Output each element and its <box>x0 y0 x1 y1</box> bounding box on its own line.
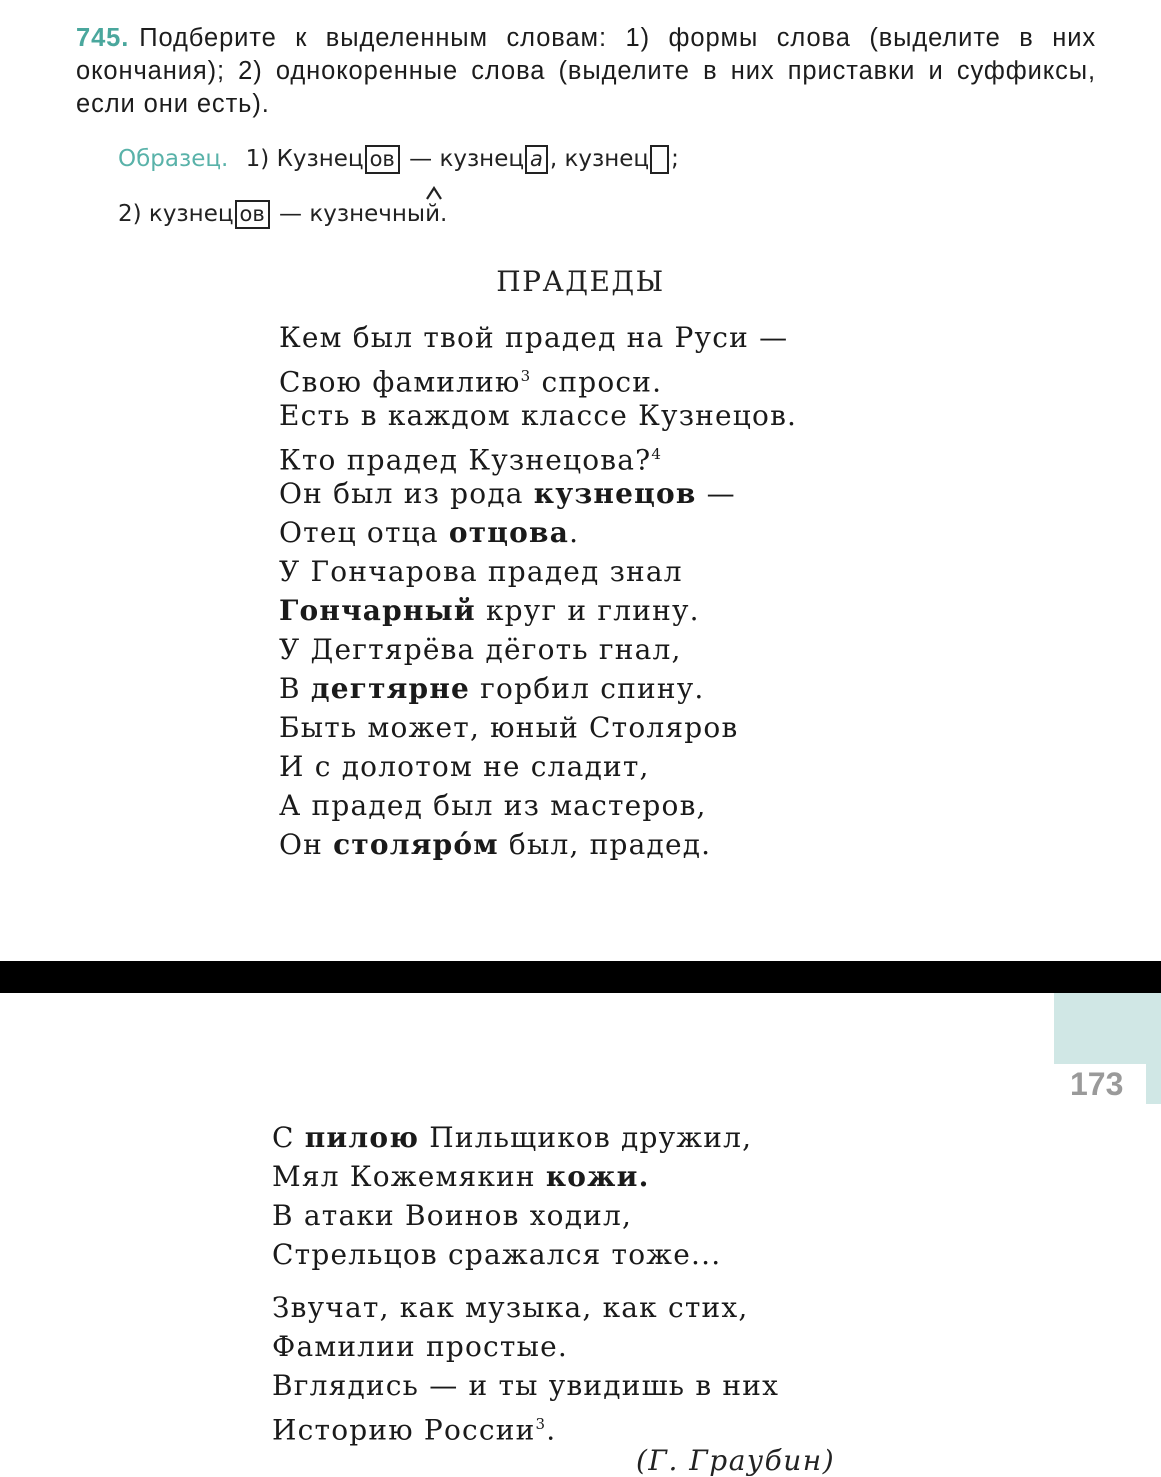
poem-line: В атаки Воинов ходил, <box>272 1199 633 1232</box>
poem-line: Быть может, юный Столяров <box>279 711 739 744</box>
poem-line: И с долотом не сладит, <box>279 750 650 783</box>
highlighted-word: кожи. <box>545 1160 650 1193</box>
poem-line: У Дегтярёва дёготь гнал, <box>279 633 682 666</box>
sample-line-1 <box>118 145 679 174</box>
text: Он <box>279 828 334 861</box>
dash: — <box>409 146 433 172</box>
text: Кто прадед Кузнецова? <box>279 443 652 477</box>
poem-line: Стрельцов сражался тоже... <box>272 1238 722 1271</box>
sample-word-stem: кузнец <box>564 146 650 172</box>
ending-box: ов <box>235 200 270 229</box>
text: спроси. <box>531 365 663 399</box>
footnote-ref: 4 <box>651 445 663 463</box>
text: С <box>272 1121 305 1154</box>
poem-line <box>279 513 797 552</box>
text: горбил спину. <box>470 672 705 705</box>
highlighted-word: Гончарный <box>279 594 476 627</box>
dash: — <box>279 201 303 227</box>
poem-line: Фамилии простые. <box>272 1330 568 1363</box>
sample-item-number: 2) <box>118 201 142 227</box>
highlighted-word: пилою <box>304 1121 420 1154</box>
sample-word-stem: кузнец <box>148 201 234 227</box>
comma: , <box>549 146 558 172</box>
poem-line <box>272 1405 779 1447</box>
zero-ending-box <box>650 145 669 174</box>
page-tab <box>1054 993 1161 1064</box>
sample-label: Образец. <box>118 146 229 172</box>
poem-stanza <box>279 318 797 864</box>
highlighted-word: кузнецов <box>533 477 697 510</box>
text: . <box>569 516 580 549</box>
semicolon: ; <box>671 146 679 172</box>
poem-line: Звучат, как музыка, как стих, <box>272 1291 749 1324</box>
ending-box: а <box>525 145 548 174</box>
sample-item-number: 1) <box>245 146 270 172</box>
highlighted-word: дегтярне <box>310 672 471 705</box>
footnote-ref: 3 <box>535 1415 547 1433</box>
highlighted-word: отцова <box>448 516 570 549</box>
poem-author: (Г. Граубин) <box>636 1444 836 1477</box>
sample-word: кузнечный. <box>309 201 448 227</box>
poem-line <box>279 825 797 864</box>
exercise-instruction: Подберите к выделенным словам: 1) формы слова (выделите в них окончания); 2) однокоренные слова (выделите в них приставки и суффиксы, если они есть). <box>76 24 1096 118</box>
poem-line <box>279 591 797 630</box>
poem-line: А прадед был из мастеров, <box>279 789 707 822</box>
poem-stanza <box>272 1288 780 1447</box>
exercise-number: 745. <box>76 24 130 52</box>
page-number: 173 <box>1070 1066 1124 1102</box>
text: был, прадед. <box>498 828 712 861</box>
poem-line <box>279 474 797 513</box>
text: круг и глину. <box>475 594 700 627</box>
text: Свою фамилию <box>279 365 521 399</box>
text: Мял Кожемякин <box>272 1160 546 1193</box>
sample-word-stem: кузнец <box>439 146 525 172</box>
poem-line: У Гончарова прадед знал <box>279 555 683 588</box>
sample-line-2 <box>118 200 447 229</box>
poem-line <box>279 435 797 477</box>
exercise-text <box>76 22 1096 121</box>
page-tab-strip <box>1146 1064 1161 1104</box>
ending-box: ов <box>365 145 400 174</box>
suffix-mark-icon <box>424 186 444 200</box>
text: . <box>546 1413 557 1447</box>
poem-line <box>272 1157 752 1196</box>
poem-line: Кем был твой прадед на Руси — <box>279 321 789 354</box>
poem-line <box>272 1118 752 1157</box>
page-separator <box>0 961 1161 993</box>
poem-stanza <box>272 1118 752 1274</box>
text: Он был из рода <box>279 477 534 510</box>
text: Отец отца <box>279 516 449 549</box>
footnote-ref: 3 <box>520 367 532 385</box>
poem-line <box>279 357 797 399</box>
poem-line <box>279 669 797 708</box>
text: — <box>696 477 736 510</box>
text: В <box>279 672 311 705</box>
poem-title: ПРАДЕДЫ <box>496 265 665 298</box>
text: Историю России <box>272 1413 536 1447</box>
poem-line: Вглядись — и ты увидишь в них <box>272 1369 780 1402</box>
highlighted-word: столяро́м <box>333 828 499 861</box>
poem-line: Есть в каждом классе Кузнецов. <box>279 399 798 432</box>
text: Пильщиков дружил, <box>419 1121 753 1154</box>
sample-word-stem: Кузнец <box>276 146 364 172</box>
